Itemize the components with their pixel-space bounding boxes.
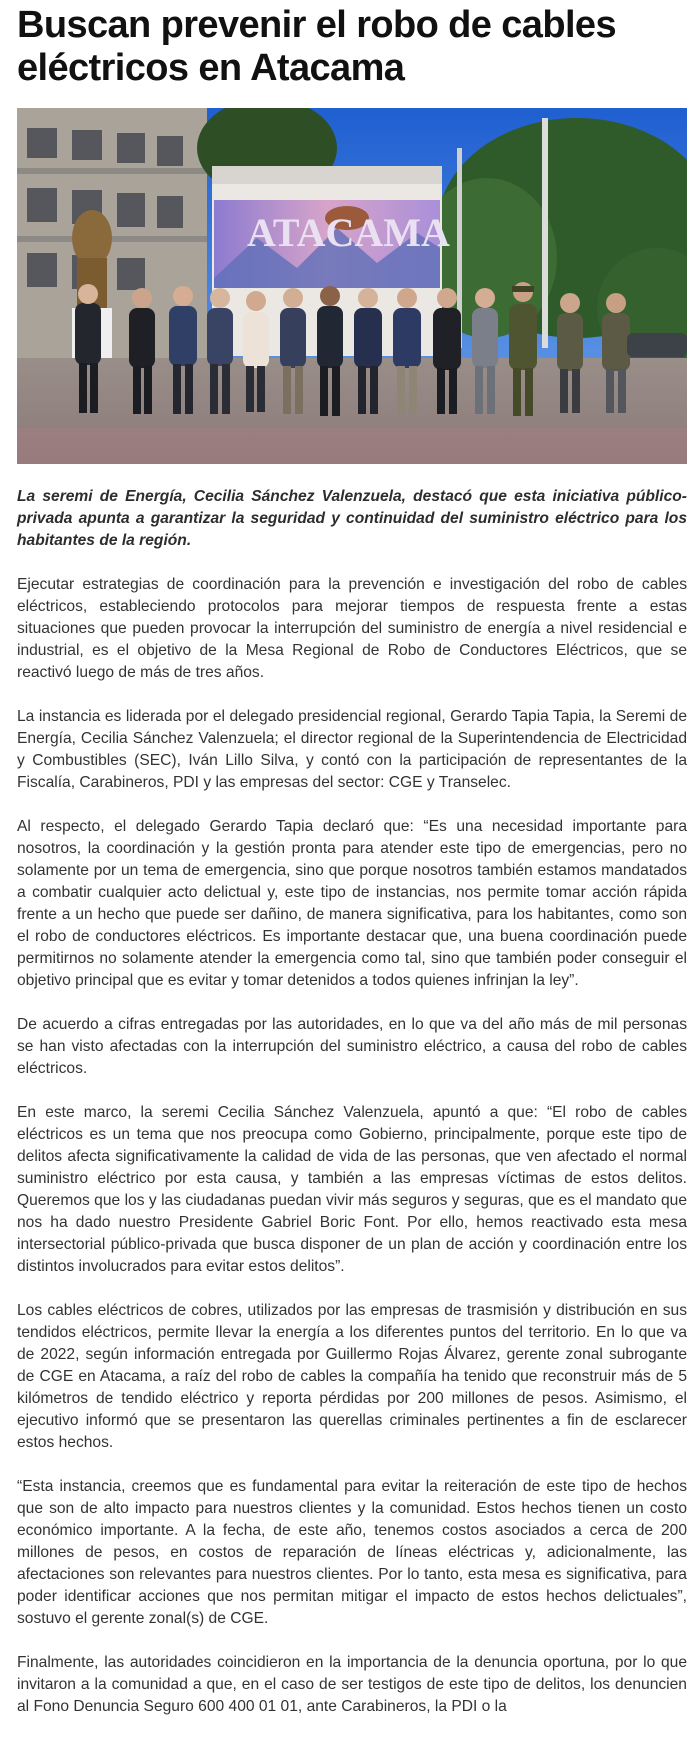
article-title: Buscan prevenir el robo de cables eléctricos en Atacama <box>17 4 616 89</box>
paragraph: De acuerdo a cifras entregadas por las autoridades, en lo que va del año más de mil personas se han visto afectadas con la interrupción del suministro eléctrico, a causa del robo de cables eléctricos. <box>17 1016 687 1077</box>
paragraph: “Esta instancia, creemos que es fundamental para evitar la reiteración de este tipo de hechos que son de alto impacto para nuestros clientes y la comunidad. Estos hechos tienen un costo económico importante. A la fecha, de este año, tenemos costos asociados a cerca de 200 millones de pesos, en costos de reparación de líneas eléctricas y, adicionalmente, las afectaciones son relevantes para nuestros clientes. Por lo tanto, esta mesa es significativa, para poder identificar acciones que nos permitan mitigar el impacto de estos hechos delictuales”, sostuvo el gerente zonal(s) de CGE. <box>17 1478 687 1627</box>
paragraph: Finalmente, las autoridades coincidieron en la importancia de la denuncia oportuna, por lo que invitaron a la comunidad a que, en el caso de ser testigos de este tipo de delitos, los denuncien al Fono Denuncia Seguro 600 400 01 01, ante Carabineros, la PDI o la <box>17 1654 687 1715</box>
article-photo <box>17 108 687 464</box>
paragraph: Los cables eléctricos de cobres, utilizados por las empresas de trasmisión y distribución en sus tendidos eléctricos, permite llevar la energía a los diferentes puntos del territorio. En lo que va de 2022, según información entregada por Guillermo Rojas Álvarez, gerente zonal subrogante de CGE en Atacama, a raíz del robo de cables la compañía ha tenido que reconstruir más de 5 kilómetros de tendido eléctrico y reporta pérdidas por 200 millones de pesos. Asimismo, el ejecutivo informó que se presentaron las querellas criminales pertinentes a fin de esclarecer estos hechos. <box>17 1302 687 1451</box>
photo-caption: La seremi de Energía, Cecilia Sánchez Valenzuela, destacó que esta iniciativa público-privada apunta a garantizar la seguridad y continuidad del suministro eléctrico para los habitantes de la región. <box>17 488 687 549</box>
paragraph: La instancia es liderada por el delegado presidencial regional, Gerardo Tapia Tapia, la Seremi de Energía, Cecilia Sánchez Valenzuela; el director regional de la Superintendencia de Electricidad y Combustibles (SEC), Iván Lillo Silva, y contó con la participación de representantes de la Fiscalía, Carabineros, PDI y las empresas del sector: CGE y Transelec. <box>17 708 687 791</box>
mural-sign: ATACAMA <box>247 210 450 255</box>
paragraph: En este marco, la seremi Cecilia Sánchez Valenzuela, apuntó a que: “El robo de cables eléctricos es un tema que nos preocupa como Gobierno, principalmente, porque este tipo de delitos afecta significativamente la calidad de vida de las personas, que ven afectado el normal suministro eléctrico por esta causa, y también a las empresas víctimas de estos delitos. Queremos que los y las ciudadanas puedan vivir más seguros y seguras, que es el mandato que nos ha dado nuestro Presidente Gabriel Boric Font. Por ello, hemos reactivado esta mesa intersectorial público-privada que busca disponer de un plan de acción y coordinación entre los distintos involucrados para evitar estos delitos”. <box>17 1104 687 1275</box>
paragraph: Al respecto, el delegado Gerardo Tapia declaró que: “Es una necesidad importante para nosotros, la coordinación y la gestión pronta para atender este tipo de emergencias, pero no solamente por un tema de emergencia, sino que porque nosotros también estamos mandatados a combatir cualquier acto delictual y, este tipo de instancias, nos permite tomar acción rápida frente a un hecho que puede ser dañino, de manera significativa, para los habitantes, como son el robo de conductores eléctricos. Es importante destacar que, una buena coordinación puede permitirnos no solamente atender la emergencia como tal, sino que también poder conseguir el objetivo principal que es evitar y tomar detenidos a todos quienes infrinjan la ley”. <box>17 818 687 989</box>
article <box>17 0 687 1718</box>
paragraph: Ejecutar estrategias de coordinación para la prevención e investigación del robo de cables eléctricos, estableciendo protocolos para mejorar tiempos de respuesta frente a estas situaciones que pueden provocar la interrupción del suministro de energía a nivel residencial e industrial, es el objetivo de la Mesa Regional de Robo de Conductores Eléctricos, que se reactivó luego de más de tres años. <box>17 576 687 681</box>
